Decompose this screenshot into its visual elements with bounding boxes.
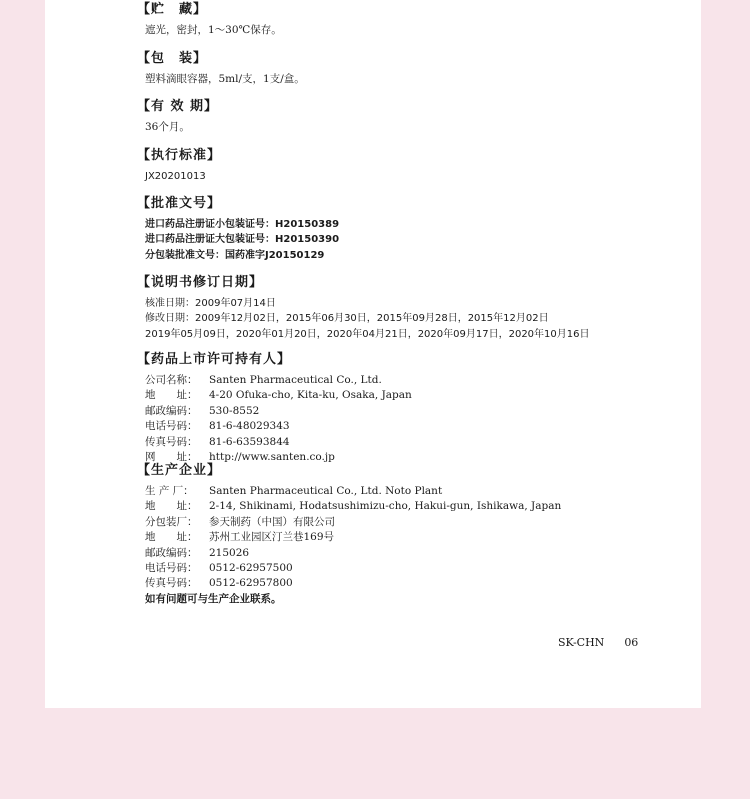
holder-heading: 【药品上市许可持有人】 xyxy=(137,352,292,367)
holder-row-value: 81-6-48029343 xyxy=(209,420,290,433)
packaging-text: 塑料滴眼容器，5ml/支，1支/盒。 xyxy=(145,73,305,85)
approval-line: 分包装批准文号：国药准字J20150129 xyxy=(145,249,325,261)
manufacturer-row-label: 邮政编码： xyxy=(145,546,198,559)
storage-heading: 【贮 藏】 xyxy=(137,2,208,17)
holder-row xyxy=(145,419,412,434)
standard-heading: 【执行标准】 xyxy=(137,148,222,163)
manufacturer-row-value: 0512-62957500 xyxy=(209,562,293,575)
storage-text: 遮光，密封，1～30℃保存。 xyxy=(145,24,282,36)
storage-section xyxy=(137,2,282,38)
holder-row xyxy=(145,435,412,450)
holder-row-label: 地 址： xyxy=(145,389,198,402)
manufacturer-row-label: 电话号码： xyxy=(145,562,198,575)
revision-heading: 【说明书修订日期】 xyxy=(137,275,264,290)
manufacturer-row xyxy=(145,484,561,499)
manufacturer-heading: 【生产企业】 xyxy=(137,463,222,478)
revision-section xyxy=(137,275,590,342)
holder-row-value: Santen Pharmaceutical Co., Ltd. xyxy=(209,374,382,386)
holder-section xyxy=(137,352,412,465)
packaging-section xyxy=(137,51,305,87)
manufacturer-row xyxy=(145,546,561,561)
page-number: 06 xyxy=(624,636,639,649)
holder-row-label: 电话号码： xyxy=(145,420,198,433)
holder-row-value: http://www.santen.co.jp xyxy=(209,451,335,464)
holder-row-value: 81-6-63593844 xyxy=(209,435,290,448)
manufacturer-row-label: 生 产 厂： xyxy=(145,485,194,497)
revision-line: 修改日期：2009年12月02日，2015年06月30日，2015年09月28日，2015年12月02日 xyxy=(145,313,549,325)
holder-row-label: 公司名称： xyxy=(145,374,198,386)
manufacturer-row-value: 215026 xyxy=(209,546,250,559)
holder-row-label: 网 址： xyxy=(145,451,198,464)
manufacturer-row-label: 地 址： xyxy=(145,500,198,513)
manufacturer-row xyxy=(145,499,561,514)
document-page xyxy=(45,0,701,708)
approval-heading: 【批准文号】 xyxy=(137,196,222,211)
manufacturer-row xyxy=(145,576,561,591)
holder-row xyxy=(145,404,412,419)
manufacturer-row-label: 传真号码： xyxy=(145,577,198,590)
holder-row-value: 4-20 Ofuka-cho, Kita-ku, Osaka, Japan xyxy=(209,389,412,402)
manufacturer-row-value: 苏州工业园区汀兰巷169号 xyxy=(209,531,335,544)
standard-section xyxy=(137,148,221,184)
validity-text: 36个月。 xyxy=(145,121,190,133)
standard-text: JX20201013 xyxy=(145,171,206,182)
validity-heading: 【有 效 期】 xyxy=(137,99,219,114)
holder-row-value: 530-8552 xyxy=(209,404,260,417)
approval-line: 进口药品注册证小包装证号：H20150389 xyxy=(145,219,340,230)
holder-row xyxy=(145,388,412,403)
manufacturer-row xyxy=(145,561,561,576)
manufacturer-row-value: 0512-62957800 xyxy=(209,577,293,590)
manufacturer-row-value: 2-14, Shikinami, Hodatsushimizu-cho, Hakui-gun, Ishikawa, Japan xyxy=(209,500,562,513)
approval-section xyxy=(137,196,339,263)
manufacturer-row-value: 参天制药（中国）有限公司 xyxy=(209,515,335,528)
manufacturer-section xyxy=(137,463,561,607)
holder-row-label: 邮政编码： xyxy=(145,404,198,417)
page-footer xyxy=(558,636,638,649)
manufacturer-row-label: 地 址： xyxy=(145,531,198,544)
manufacturer-row xyxy=(145,530,561,545)
approval-line: 进口药品注册证大包装证号：H20150390 xyxy=(145,234,340,246)
manufacturer-row xyxy=(145,515,561,530)
holder-row-label: 传真号码： xyxy=(145,435,198,448)
packaging-heading: 【包 装】 xyxy=(137,51,208,66)
revision-line: 2019年05月09日，2020年01月20日，2020年04月21日，2020年09月17日，2020年10月16日 xyxy=(145,328,590,340)
validity-section xyxy=(137,99,218,135)
manufacturer-row-value: Santen Pharmaceutical Co., Ltd. Noto Plant xyxy=(209,485,443,497)
revision-line: 核准日期：2009年07月14日 xyxy=(145,298,276,309)
contact-note: 如有问题可与生产企业联系。 xyxy=(145,592,282,605)
manufacturer-row-label: 分包装厂： xyxy=(145,515,198,528)
holder-row xyxy=(145,373,412,388)
document-code: SK-CHN xyxy=(558,636,605,649)
